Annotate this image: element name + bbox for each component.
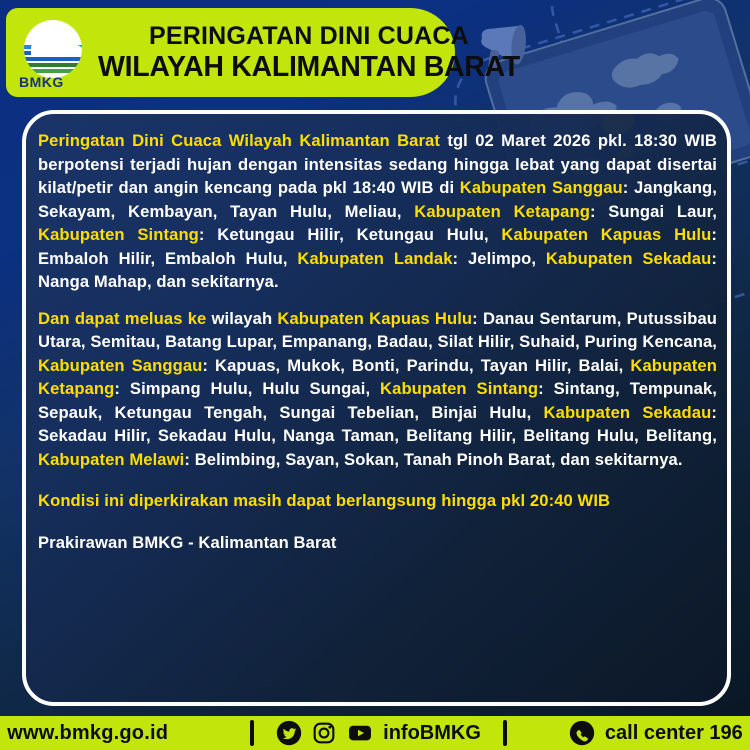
text-segment: Kabupaten Sanggau bbox=[459, 178, 623, 197]
text-segment: : Embaloh Hilir, Embaloh Hulu, bbox=[38, 225, 717, 268]
text-segment: Kabupaten Ketapang bbox=[414, 201, 590, 221]
text-segment: : Jelimpo, bbox=[452, 248, 546, 268]
youtube-icon bbox=[346, 720, 374, 746]
bmkg-logo-icon bbox=[23, 19, 83, 79]
text-segment: : Ketungau Hilir, Ketungau Hulu, bbox=[198, 225, 502, 244]
text-segment: Kabupaten Sanggau bbox=[38, 355, 203, 375]
text-segment: Kabupaten Sekadau bbox=[545, 248, 712, 268]
text-segment: tgl 02 Maret 2026 pkl. 18:30 WIB berpotensi terjadi hujan dengan intensitas sedang hingga lebat yang dapat disertai kilat/petir dan angin kencang pada pkl 18:40 WIB di bbox=[38, 131, 717, 197]
phone-icon bbox=[569, 720, 595, 746]
bmkg-logo-label: BMKG bbox=[19, 74, 64, 90]
bmkg-logo bbox=[6, 8, 98, 97]
text-segment: wilayah bbox=[206, 308, 278, 328]
text-segment: : Sekadau Hilir, Sekadau Hulu, Nanga Taman, Belitang Hilir, Belitang Hulu, Belitang, bbox=[38, 402, 717, 445]
warning-content-box bbox=[22, 110, 731, 706]
separator-bar bbox=[503, 720, 507, 746]
forecaster-signature bbox=[38, 531, 717, 555]
text-segment: : Jangkang, Sekayam, Kembayan, Tayan Hulu, Meliau, bbox=[38, 178, 718, 221]
text-segment: Kabupaten Sintang bbox=[380, 379, 539, 398]
social-handle: infoBMKG bbox=[383, 721, 481, 744]
poster-title-line1: PERINGATAN DINI CUACA bbox=[148, 21, 469, 50]
text-segment: : Danau Sentarum, Putussibau Utara, Semitau, Batang Lupar, Empanang, Badau, Silat Hilir, Suhaid, Puring Kencana, bbox=[38, 308, 718, 351]
text-segment: : Sungai Laur, bbox=[589, 201, 717, 221]
text-segment: : Nanga Mahap, dan sekitarnya. bbox=[38, 248, 717, 291]
instagram-icon bbox=[311, 720, 337, 746]
text-segment: Kabupaten Melawi bbox=[38, 449, 185, 469]
separator-bar bbox=[250, 720, 254, 746]
text-segment: : Kapuas, Mukok, Bonti, Parindu, Tayan Hilir, Balai, bbox=[202, 355, 631, 375]
text-segment: Kondisi ini diperkirakan masih dapat berlangsung hingga pkl 20:40 WIB bbox=[38, 491, 611, 510]
footer-bar bbox=[0, 716, 750, 750]
website-url: www.bmkg.go.id bbox=[7, 721, 169, 744]
text-segment: : Belimbing, Sayan, Sokan, Tanah Pinoh Barat, dan sekitarnya. bbox=[184, 449, 683, 469]
text-segment: Kabupaten Ketapang bbox=[38, 355, 717, 398]
text-segment: Kabupaten Sekadau bbox=[543, 402, 712, 422]
text-segment: Kabupaten Kapuas Hulu bbox=[277, 308, 473, 328]
text-segment: Kabupaten Landak bbox=[297, 248, 453, 268]
header-banner bbox=[6, 8, 520, 97]
text-segment: : Sintang, Tempunak, Sepauk, Ketungau Tengah, Sungai Tebelian, Binjai Hulu, bbox=[38, 379, 717, 422]
warning-duration-line bbox=[38, 489, 717, 513]
warning-paragraph-2 bbox=[38, 307, 717, 472]
social-media-group bbox=[276, 720, 481, 746]
poster-title-line2: WILAYAH KALIMANTAN BARAT bbox=[98, 50, 520, 83]
header-titles bbox=[98, 21, 532, 83]
warning-paragraph-1 bbox=[38, 129, 717, 294]
text-segment: Prakirawan BMKG - Kalimantan Barat bbox=[38, 532, 337, 552]
text-segment: : Simpang Hulu, Hulu Sungai, bbox=[114, 379, 381, 398]
text-segment: Kabupaten Kapuas Hulu bbox=[501, 225, 712, 244]
call-center-label: call center 196 bbox=[604, 721, 743, 744]
text-segment: Kabupaten Sintang bbox=[38, 225, 199, 244]
call-center-group bbox=[569, 720, 743, 746]
text-segment: Dan dapat meluas ke bbox=[38, 308, 207, 328]
text-segment: Peringatan Dini Cuaca Wilayah Kalimantan Barat bbox=[38, 131, 440, 150]
twitter-icon bbox=[276, 720, 302, 746]
